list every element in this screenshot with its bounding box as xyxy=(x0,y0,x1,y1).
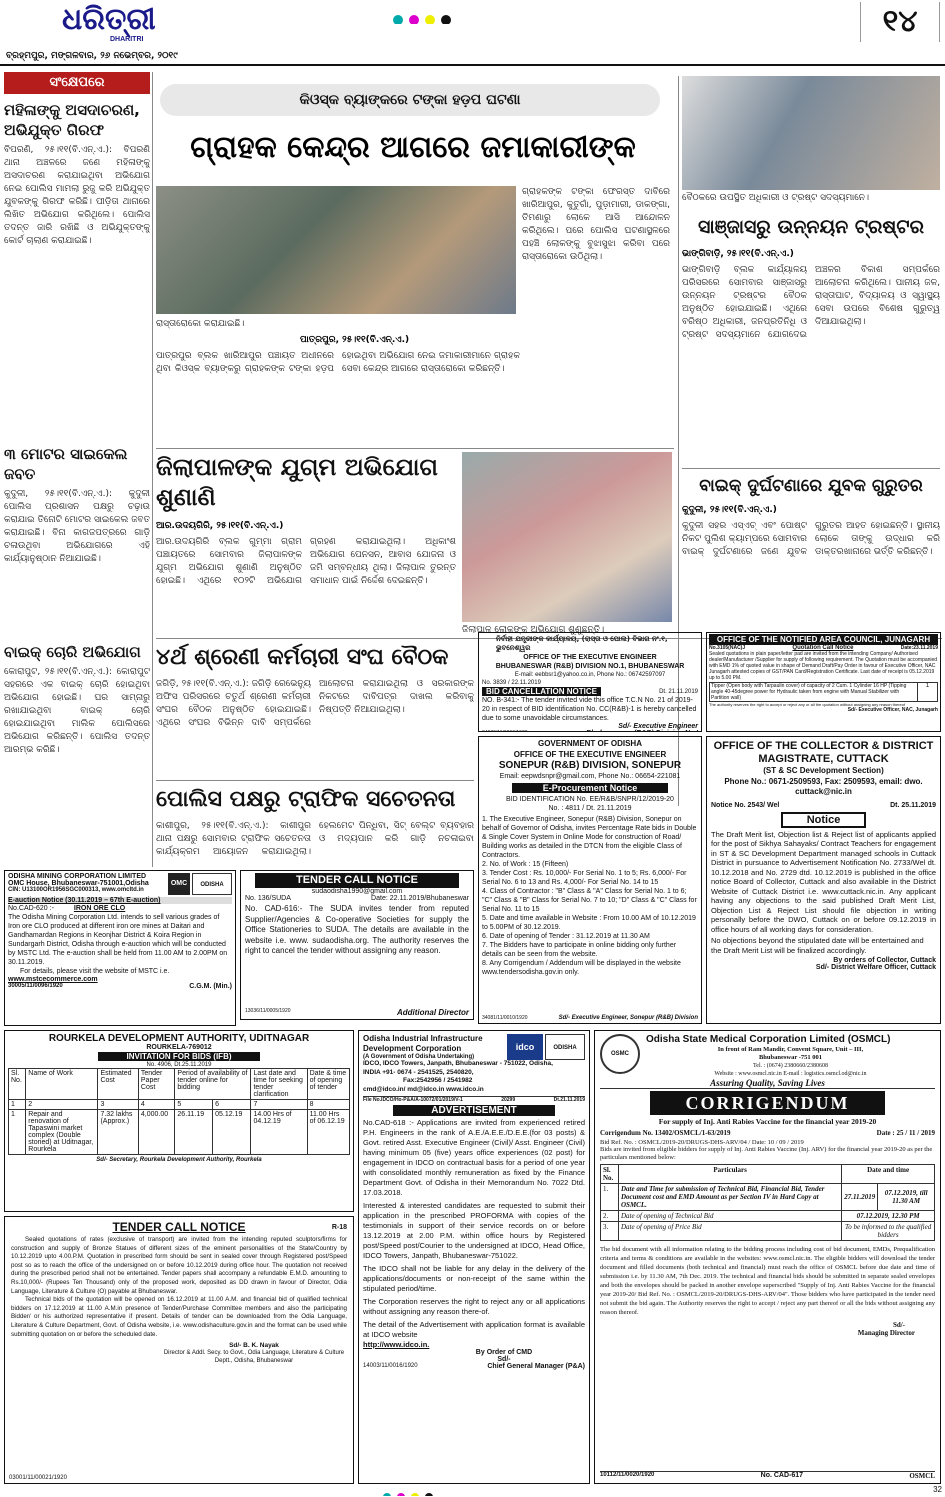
footer-registration-marks xyxy=(380,1486,580,1496)
rda-cell: 11.00 Hrs of 06.12.19 xyxy=(307,1110,349,1155)
lead-kicker: କିଓସ୍କ ବ୍ୟାଙ୍କରେ ଟଙ୍କା ହଡ଼ପ ଘଟଣା xyxy=(160,84,660,116)
ad-sonepur-row-7: 8. Any Corrigendum / Addendum will be displayed in the website www.tendersodisha.gov.in only. xyxy=(482,960,681,976)
ad-sonepur-row-2: 3. Tender Cost : Rs. 10,000/- For Serial No. 1 to 5; Rs. 6,000/- For Serial No. 6 to 13 and Rs. 4,000/- For Serial No. 14 to 15 xyxy=(482,870,687,886)
ad-nac-body: Sealed quotations in plain paper/letter pad are invited from the intending Company/ Authorised dealer/Manufacturer /Supplier for supply of following requirement. The Quotation must be accompanied with EMD 1% of quoted value in shape of Demand Draft/Pay Order in favour of Executive Officer, NAC Junagarh attested copies of GST/PAN Card/Registration Certificate. Last date of receipt is 05.12.2019 up to 5.00 PM. xyxy=(709,651,938,681)
osmcl-cell: 07.12.2019, till 11.30 AM xyxy=(878,1184,935,1211)
osmcl-cell: Date of opening of Price Bid xyxy=(619,1222,842,1241)
section-label: ସଂକ୍ଷେପରେ xyxy=(4,72,150,94)
ad-suda-email: sudaodisha1990@gmail.com xyxy=(311,888,403,895)
ad-rourkela-rda xyxy=(4,1030,354,1212)
osmcl-cell: To be informed to the qualified bidders xyxy=(842,1222,935,1241)
lead-photo xyxy=(156,186,516,314)
ad-rnb-contact: E-mail: eebbsr1@yahoo.co.in, Phone No.: 06742597097 xyxy=(514,672,666,678)
rda-header-cost: Estimated Cost xyxy=(98,1069,138,1100)
masthead-logo-sub: DHARITRI xyxy=(110,36,144,43)
ad-rnb-division: BHUBANESWAR (R&B) DIVISION NO.1, BHUBANESWAR xyxy=(495,663,685,670)
ad-sonepur-row-5: 6. Date of opening of Tender : 31.12.2019 at 11.30 AM xyxy=(482,933,650,940)
ad-rnb-bid-cancellation xyxy=(478,632,702,732)
ad-sonepur-row-1: 2. No. of Work : 15 (Fifteen) xyxy=(482,861,569,868)
ad-omc-item: IRON ORE CLO xyxy=(73,905,126,912)
ad-cuttack-dept: (ST & SC Development Section) xyxy=(763,766,884,775)
traffic-headline: ପୋଲିସ ପକ୍ଷରୁ ଟ୍ରାଫିକ ସଚେତନତା xyxy=(156,787,456,812)
ad-rnb-sign: Sd/- Executive Engineer xyxy=(618,723,698,730)
ad-nac-junagarh xyxy=(706,632,941,732)
odisha-logo: ODISHA xyxy=(545,1034,585,1060)
rda-num: 2 xyxy=(26,1100,98,1110)
ad-odia-culture-tender xyxy=(4,1216,354,1484)
ad-omc-eauction xyxy=(4,870,236,1026)
ad-idco-sign3: Chief General Manager (P&A) xyxy=(487,1363,585,1370)
ad-sonepur-bid: BID IDENTIFICATION No. EE/R&B/SNPR/12/2019-20 xyxy=(506,796,674,803)
brief-headline-3: ବାଇକ୍ ଚୋରି ଅଭିଯୋଗ xyxy=(4,643,141,661)
meeting-photo xyxy=(682,76,940,190)
ad-osmcl-intro: Bids are invited from eligible bidders for supply of Inj. Anti Rabies Vaccine (Inj. ARV) for the financial year 2019-20 as per the particulars mentioned below: xyxy=(600,1146,933,1161)
ad-nac-title: OFFICE OF THE NOTIFIED AREA COUNCIL, JUNAGARH xyxy=(709,634,938,645)
brief-body-3: କୋରାପୁଟ, ୨୫।୧୧(ବି.ଏନ୍.ଏ.): କୋରାପୁଟ ସହରରେ ଏକ ବାଇକ୍ ଚୋରି ହୋଇଥିବା ଅଭିଯୋଗ ହୋଇଛି। ଘର ସାମ୍ନାରୁ ରଖାଯାଇଥିବା ବାଇକ୍ ଚୋରି ହୋଇଯାଇଥିବା ମାଲିକ ପୋଲିସରେ ଅଭିଯୋଗ କରିଛନ୍ତି। ପୋଲିସ ତଦନ୍ତ ଆରମ୍ଭ କରିଛି। xyxy=(4,667,150,755)
ad-olc-body: Sealed quotations of rates (exclusive of transport) are invited from the intending reputed sculptors/firms for construction and supply of Bronze Statues of different sizes of the eminent personalities of the State/Country by 10.12.2019 upto 4.00.P.M. Quotation in prescribed form should be sent in sealed cover through Registered post/Speed post so as to reach the office of the undersigned on or before 10.12.2019 during office hour. The quotation not received during the prescribed period shall not be entertained. Tender papers shall accompany a refundable E.M.D. amounting to Rs.10,000/- (Rupees Ten Thousand) only of the proposed work, deposited as DD drawn in favour of Director, Odia Language, Literature & Culture (O) payable at Bhubaneswar. xyxy=(11,1236,347,1295)
ad-omc-name: ODISHA MINING CORPORATION LIMITED xyxy=(8,873,147,880)
ad-cuttack-office: OFFICE OF THE COLLECTOR & DISTRICT MAGISTRATE, CUTTACK xyxy=(713,740,934,765)
grievance-body: ଆର.ଉଦୟଗିରି ବ୍ଲକ ଗୁମ୍ମା ଗ୍ରାମ ପଞ୍ଚାୟତରେ ସୋମବାର ଜିଲାପାଳଙ୍କ ଯୁଗ୍ମ ଅଭିଯୋଗ ଶୁଣାଣି ଅନୁଷ୍ଠିତ ହୋଇଛି। ଏଥିରେ ୧୦୨ଟି ଅଭିଯୋଗ ଗ୍ରହଣ କରାଯାଇଥିଲା। ଅଧିକାଂଶ ଅଭିଯୋଗ ପେନସନ, ଆବାସ ଯୋଜନା ଓ ଜମି ସମ୍ବନ୍ଧୀୟ ଥିଲା। ଜିଲାପାଳ ତୁରନ୍ତ ସମାଧାନ ପାଇଁ ନିର୍ଦ୍ଦେଶ ଦେଇଛନ୍ତି। xyxy=(156,537,456,586)
rda-header-last: Last date and time for seeking tender clarification xyxy=(251,1069,307,1100)
ad-idco-num: 20299 xyxy=(501,1097,516,1103)
ad-idco-sign2: Sd/- xyxy=(497,1356,511,1363)
ad-rda-no: No. 4906, Dt.25.11.2019 xyxy=(146,1062,212,1068)
ad-sonepur-gov: GOVERNMENT OF ODISHA xyxy=(537,739,642,748)
ad-osmcl-dt: Date : 25 / 11 / 2019 xyxy=(876,1129,935,1137)
ad-rda-notice: INVITATION FOR BIDS (IFB) xyxy=(98,1052,260,1061)
masthead-logo: ଧରିତ୍ରୀ xyxy=(62,2,156,37)
ad-idco-site[interactable]: http://www.idco.in. xyxy=(363,1340,430,1349)
ad-rda-sign: Sd/- Secretary, Rourkela Development Authority, Rourkela xyxy=(96,1157,262,1163)
union-headline: ୪ର୍ଥ ଶ୍ରେଣୀ କର୍ମଚାରୀ ସଂଘ ବୈଠକ xyxy=(156,645,449,670)
ad-omc-site[interactable]: www.mstcecommerce.com xyxy=(8,976,98,983)
rda-cell: Repair and renovation of Tapaswini market complex (Double storied) at Uditnagar, Rourkela xyxy=(26,1110,98,1155)
ad-idco-body3: The IDCO shall not be liable for any delay in the delivery of the applications/documents or non-receipt of the same within the stipulated period/time. xyxy=(363,1264,585,1293)
ad-osmcl-cad: No. CAD-617 xyxy=(760,1472,804,1479)
ad-rnb-office: OFFICE OF THE EXECUTIVE ENGINEER xyxy=(523,654,657,661)
rda-header-opening: Date & time of opening of tender xyxy=(307,1069,349,1100)
ad-osmcl-sign: Sd/- xyxy=(892,1321,905,1329)
odisha-logo: ODISHA xyxy=(192,873,232,895)
ad-sonepur-office: OFFICE OF THE EXECUTIVE ENGINEER xyxy=(513,749,667,759)
ad-nac-no: No.3105(NAC)J xyxy=(709,645,746,651)
omc-logo: OMC xyxy=(168,873,190,895)
ad-sonepur-row-6: 7. The Bidders have to participate in online bidding only further details can be seen from the website. xyxy=(482,942,677,958)
ad-suda-body: No. CAD-616:- The SUDA invites tender from reputed Supplier/Agencies & Co-operative Societies for supply the Office Stationeries to SUDA. The details are available in the website i.e. www. sudaodisha.org. The authority reserves the right to cancel the tender without assigning any reason. xyxy=(245,904,469,955)
rda-num: 4 xyxy=(138,1100,175,1110)
ad-osmcl-tel: Tel. : (0674) 2380660/2380608 xyxy=(753,1063,828,1069)
ad-idco-dt: Dt.21.11.2019 xyxy=(553,1097,585,1103)
ad-osmcl-notice: CORRIGENDUM xyxy=(650,1091,885,1115)
masthead xyxy=(0,0,945,66)
idco-logo: idco xyxy=(507,1034,543,1060)
ad-olc-code: R-18 xyxy=(331,1223,347,1231)
brief-body-1: ବିପରଣି, ୨୫।୧୧(ବି.ଏନ୍.ଏ.): ବିପରଣି ଥାନା ଅଞ୍ଚଳରେ ଜଣେ ମହିଳାଙ୍କୁ ଅସଦାଚରଣ କରାଯାଇଥିବା ଅଭିଯୋଗ ନେଇ ପୋଲିସ ମାମଲା ରୁଜୁ କରି ଅଭିଯୁକ୍ତ ଯୁବକଙ୍କୁ ଗିରଫ କରିଛି। ପୀଡ଼ିତା ଥାନାରେ ଲିଖିତ ଅଭିଯୋଗ କରିଥିଲେ। ପୋଲିସ ତଦନ୍ତ ଜାରି ରଖିଛି ଓ ଅଭିଯୁକ୍ତଙ୍କୁ କୋର୍ଟ ଚାଲାଣ କରାଯାଇଛି। xyxy=(4,145,150,246)
ad-cuttack-phone: Phone No.: 0671-2509593, Fax: 2509593, email: dwo. cuttack@nic.in xyxy=(724,776,923,796)
ad-osmcl-addr: In front of Ram Mandir, Convent Square, Unit – III, xyxy=(717,1046,864,1053)
rda-num: 1 xyxy=(9,1100,26,1110)
ad-rnb-dt: Dt. 21.11.2019 xyxy=(659,688,698,695)
ad-rda-table xyxy=(8,1068,350,1155)
osmcl-cell: 2. xyxy=(601,1211,619,1222)
rda-header-sl: Sl. No. xyxy=(9,1069,26,1100)
rda-num: 6 xyxy=(213,1100,251,1110)
ad-omc-body: The Odisha Mining Corporation Ltd. intends to sell various grades of Iron ore CLO produced at different iron ore mines at Daitari and Gandhamardan Regions in Keonjhar District & Koira Region in Sundargarh District, Odisha through e-auction which will be conducted by MSTC Ltd. The e-auction shall be held from 11.00 AM to 2.00PM on 30.11.2019. xyxy=(8,914,228,966)
ad-olc-title: TENDER CALL NOTICE xyxy=(112,1220,246,1234)
meeting-body: ଭାଙ୍ଗିବାଡ଼ି ବ୍ଲକ କାର୍ଯ୍ୟାଳୟ ପରିସରରେ ସୋମବାର ସାଞ୍ଜାସରୁ ଉନ୍ନୟନ ଟ୍ରଷ୍ଟର ବୈଠକ ଅନୁଷ୍ଠିତ ହୋଇଯାଇଛି। ଏଥିରେ ବରିଷ୍ଠ ଅଧିକାରୀ, ଜନପ୍ରତିନିଧି ଓ ଟ୍ରଷ୍ଟ ସଦସ୍ୟମାନେ ଯୋଗଦେଇ ଅଞ୍ଚଳର ବିକାଶ ସମ୍ପର୍କରେ ଆଲୋଚନା କରିଥିଲେ। ପାନୀୟ ଜଳ, ରାସ୍ତାଘାଟ, ବିଦ୍ୟାଳୟ ଓ ସ୍ୱାସ୍ଥ୍ୟ ସେବା ଉପରେ ବିଶେଷ ଗୁରୁତ୍ୱ ଦିଆଯାଇଥିଲା। xyxy=(682,265,940,340)
ad-sonepur-contact: Email: eepwdsnpr@gmail.com, Phone No.: 06654-221081 xyxy=(499,773,681,780)
ad-idco-addr: IDCO, IDCO Towers, Janpath, Bhubaneswar - 751022, Odisha, xyxy=(363,1060,553,1067)
ad-nac-notice: Quotation Call Notice xyxy=(792,645,854,651)
bike-headline: ବାଇକ୍ ଦୁର୍ଘଟଣାରେ ଯୁବକ ଗୁରୁତର xyxy=(699,476,923,496)
bike-body: କୁଦୁଳୀ ସହର ଏସ୍ଏଚ୍ ଏବଂ ପୋଷ୍ଟ ନିକଟ ପୁଲିଶ କ୍ୟାମ୍ପରେ ସୋମବାର ବାଇକ୍ ଦୁର୍ଘଟଣାରେ ଜଣେ ଯୁବକ ଗୁରୁତର ଆହତ ହୋଇଛନ୍ତି। ସ୍ଥାନୀୟ ଲୋକେ ତାଙ୍କୁ ଉଦ୍ଧାର କରି ଡାକ୍ତରଖାନାରେ ଭର୍ତ୍ତି କରିଛନ୍ତି। xyxy=(682,521,940,557)
lead-body: ପାତ୍ରପୁର ବ୍ଲକ ଖାରିଆପୁର ପଞ୍ଚାୟତ ଅଧୀନରେ ଥିବା କିଓସ୍କ ବ୍ୟାଙ୍କରୁ ଗ୍ରାହକଙ୍କ ଟଙ୍କା ହଡ଼ପ ହୋଇଥିବା ଅଭିଯୋଗ ନେଇ ଜମାକାରୀମାନେ ଗ୍ରାହକ ସେବା କେନ୍ଦ୍ର ଆଗରେ ରାସ୍ତାରୋକୋ କରିଛନ୍ତି। xyxy=(156,351,520,374)
ad-osmcl-city: Bhubaneswar -751 001 xyxy=(758,1054,823,1061)
ad-osmcl-sign3: OSMCL xyxy=(909,1472,935,1480)
rda-header-period: Period of availability of tender online for bidding xyxy=(175,1069,251,1100)
ad-osmcl-sub: For supply of Inj. Anti Rabies Vaccine for the financial year 2019-20 xyxy=(658,1117,877,1126)
bike-dateline: କୁଦୁଳୀ, ୨୫।୧୧(ବି.ଏନ୍.ଏ.) xyxy=(682,505,777,515)
ad-sonepur-sign: Sd/- Executive Engineer, Sonepur (R&B) Division xyxy=(558,1015,698,1021)
ad-osmcl-bidref: Bid Ref. No. : OSMCL/2019-20/DRUGS-DHS-ARV/04 / Date: 10 / 09 / 2019 xyxy=(600,1139,804,1146)
page-number: ୧୪ xyxy=(860,2,940,42)
ad-omc-addr: OMC House, Bhubaneswar-751001,Odisha xyxy=(8,880,149,887)
ad-cuttack-sign: By orders of Collector, Cuttack xyxy=(833,957,936,964)
ad-rda-title: ROURKELA DEVELOPMENT AUTHORITY, UDITNAGAR xyxy=(48,1033,310,1044)
ad-osmcl-name: Odisha State Medical Corporation Limited (OSMCL) xyxy=(646,1034,891,1045)
ad-rnb-no: No. 3839 / 22.11.2019 xyxy=(482,680,541,686)
meeting-headline: ସାଞ୍ଜାସରୁ ଉନ୍ନୟନ ଟ୍ରଷ୍ଟର xyxy=(698,216,924,238)
ad-rnb-ref xyxy=(482,730,528,732)
ad-idco-sign: By Order of CMD xyxy=(475,1349,533,1356)
ad-olc-sign2: Director & Addl. Secy. to Govt., Odia Language, Literature & Culture Deptt., Odisha, Bhubaneswar xyxy=(163,1350,345,1365)
ad-cuttack-body: The Draft Merit list, Objection list & Reject list of applicants applied for the post of Sikhya Sahayaks/ Contract Teachers for engagement in ST & SC Development Department managed schools in Cuttack District in pursuance to Advertisement Notification No. 2733/Wel dt. 10.12.2018 and No. 2729 dtd. 10.12.2019 is published in the office notice Board of Collector, Cuttack and also available in the District Website of Cuttack District i.e. www.cuttack.nic.in. Any applicant having any objections to the said published Draft Merit List, Objection List & Reject List should file objection in writing personally before the DWO, Cuttack on or before 09.12.2019 in office hours of all working days for consideration. xyxy=(711,829,936,934)
brief-column xyxy=(4,72,150,867)
ad-sonepur-body: 1. The Executive Engineer, Sonepur (R&B) Division, Sonepur on behalf of Governor of Odisha, invites Percentage Rate bids in Double & Single Cover System in Online Mode for construction of Road/ Building works as detailed in the DTCN from the eligible Class of Contractors. xyxy=(482,816,697,859)
lead-body-right: ଗ୍ରାହକଙ୍କ ଟଙ୍କା ଫେରସ୍ତ ଦାବିରେ ଖାରିଆପୁର, କୁତୁଗାଁ, ପୁଡ଼ାମାରୀ, ଡାକଙ୍ଗା, ତିମଣାରୁ ଲୋକେ ଆସି ଆନ୍ଦୋଳନ କରିଥିଲେ। ପରେ ପୋଲିସ ଘଟଣାସ୍ଥଳରେ ପହଞ୍ଚି ଲୋକଙ୍କୁ ବୁଝାସୁଝା କରିବା ପରେ ରାସ୍ତାରୋକୋ ଉଠିଥିଲା। xyxy=(522,187,670,262)
ad-cuttack-dt: Dt. 25.11.2019 xyxy=(890,801,936,809)
ad-osmcl-corrigendum xyxy=(594,1030,941,1484)
grievance-dateline: ଆର.ଉଦୟଗିରି, ୨୫।୧୧(ବି.ଏନ୍.ଏ.) xyxy=(156,521,284,531)
osmcl-cell: 07.12.2019, 12.30 PM xyxy=(842,1211,935,1222)
ad-sonepur-division: SONEPUR (R&B) DIVISION, SONEPUR xyxy=(498,760,682,771)
dateline: ବ୍ରହ୍ମପୁର, ମଙ୍ଗଳବାର, ୨୬ ନଭେମ୍ବର, ୨୦୧୯ xyxy=(6,51,178,61)
registration-marks xyxy=(390,10,550,24)
rda-header-work: Name of Work xyxy=(26,1069,98,1100)
ad-sonepur-notice: E-Procurement Notice xyxy=(512,783,668,793)
ad-rnb-sign2 xyxy=(586,730,698,732)
ad-sonepur-row-3: 4. Class of Contractor : "B" Class & "A" Class for Serial No. 1 to 6; "C" Class & "B" Class for Serial No. 7 to 10; "D" Class & "C" Class for Serial No. 11 to 15 xyxy=(482,888,697,913)
osmcl-cell: Date and Time for submission of Technical Bid, Financial Bid, Tender Document cost and EMD Amount as per Section IV in Hard Copy at OSMCL. xyxy=(619,1184,842,1211)
ad-osmcl-tag: Assuring Quality, Saving Lives xyxy=(600,1078,935,1089)
footer-page-number: 32 xyxy=(933,1485,942,1494)
ad-omc-ref: 30005/11/0096/1920 xyxy=(8,983,63,989)
traffic-body: କାଶୀପୁର, ୨୫।୧୧(ବି.ଏନ୍.ଏ.): କାଶୀପୁର ଥାନା ପକ୍ଷରୁ ସୋମବାର ଟ୍ରାଫିକ ସଚେତନତା କାର୍ଯ୍ୟକ୍ରମ ଆୟୋଜନ କରାଯାଇଥିଲା। ହେଲମେଟ ପିନ୍ଧିବା, ସିଟ୍ ବେଲ୍ଟ ବ୍ୟବହାର ଓ ମଦ୍ୟପାନ କରି ଗାଡ଼ି ନଚଳାଇବା xyxy=(156,821,474,857)
rda-num: 8 xyxy=(307,1100,349,1110)
lead-dateline: ପାତ୍ରପୁର, ୨୫।୧୧(ବି.ଏନ୍.ଏ.) xyxy=(300,335,410,345)
ad-cuttack-notice: Notice xyxy=(781,812,866,828)
ad-osmcl-table xyxy=(600,1164,935,1241)
ad-nac-footer: The authority reserves the right to accept or reject any or all the quotation without assigning any reason thereof xyxy=(709,702,906,707)
rda-cell: 05.12.19 xyxy=(213,1110,251,1155)
ad-osmcl-sign2: Managing Director xyxy=(857,1329,915,1337)
ad-idco-notice: ADVERTISEMENT xyxy=(393,1105,555,1116)
ad-cuttack-no: Notice No. 2543/ Wel xyxy=(711,801,780,809)
ad-olc-body2: Technical bids of the quotation will be opened on 16.12.2019 at 11.00 A.M. and financial bid of qualified technical bidders on 17.12.2019 at 11.00 A.M.in presence of Tender/Purchase Committee members and also the participating Bidder/ or his authorized representative if present. Details of tender can be downloaded from the Odia Language, Literature & Culture Department, Govt. of Odisha website, i.e. www.odishaculture.gov.in and the format can be used while submitting quotation on or before the scheduled date. xyxy=(11,1296,347,1338)
ad-cuttack-body2: No objections beyond the stipulated date will be entertained and the Draft Merit List will be finalized accordingly. xyxy=(711,936,924,955)
ad-nac-dt: Date:23.11.2019 xyxy=(900,645,938,651)
ad-rda-city: ROURKELA-769012 xyxy=(146,1044,212,1051)
ad-idco-ref: 14003/11/0016/1920 xyxy=(363,1363,418,1369)
rda-num: 7 xyxy=(251,1100,307,1110)
ad-suda-title: TENDER CALL NOTICE xyxy=(255,873,459,888)
ad-idco-body4: The Corporation reserves the right to reject any or all applications without assigning any reason there-of. xyxy=(363,1297,585,1316)
ad-nac-item: Tipper (Open body with Tarpaulin cover) of capacity of 2 Cum. 1 Cylinder 16 HP (Tipping angle 40-45degree power for Hydraulic taken from engine with Manual Stabilizer with Partition wall) xyxy=(711,683,907,701)
ad-omc-cin: CIN: U13100OR1956SGC000313, www.omcltd.in xyxy=(8,887,144,893)
ad-idco-name: Odisha Industrial Infrastructure Development Corporation xyxy=(363,1034,483,1053)
osmcl-cell: 1. xyxy=(601,1184,619,1211)
ad-rnb-title: ନିର୍ବାହୀ ଯନ୍ତ୍ରୀଙ୍କ କାର୍ଯ୍ୟାଳୟ, (ରାସ୍ତା ଓ ପୋଲ) ବିଭାଗ ନଂ.୧, ଭୁବନେଶ୍ୱର xyxy=(496,635,668,652)
meeting-caption: ବୈଠକରେ ଉପସ୍ଥିତ ଅଧିକାରୀ ଓ ଟ୍ରଷ୍ଟ ସଦସ୍ୟମାନେ। xyxy=(682,193,870,203)
osmcl-header-date: Date and time xyxy=(842,1165,935,1184)
grievance-caption: ଜିଲାପାଳ ଲୋକଙ୍କ ଅଭିଯୋଗ ଶୁଣୁଛନ୍ତି। xyxy=(462,625,605,635)
ad-idco-fax: Fax:2542956 / 2541982 xyxy=(403,1077,473,1084)
ad-suda-sign: Additional Director xyxy=(396,1008,469,1017)
ad-omc-sign: C.G.M. (Min.) xyxy=(189,983,232,990)
ad-omc-details: For details, please visit the website of MSTC i.e. xyxy=(20,968,170,975)
grievance-photo xyxy=(462,452,672,622)
rda-cell: 14.00 Hrs of 04.12.19 xyxy=(251,1110,307,1155)
union-body: ଜଗିଡ଼ି, ୨୫।୧୧(ବି.ଏନ୍.ଏ.): ଜଗିଡ଼ି ରେଭେନ୍ୟୁ ଅଫିସ ପରିସରରେ ଚତୁର୍ଥ ଶ୍ରେଣୀ କର୍ମଚାରୀ ସଂଘର ବୈଠକ ଅନୁଷ୍ଠିତ ହୋଇଯାଇଛି। ଏଥିରେ ସଂଘର ବିଭିନ୍ନ ଦାବି ସମ୍ପର୍କରେ ଆଲୋଚନା କରାଯାଇଥିଲା ଓ ସରକାରଙ୍କ ନିକଟରେ ଦାବିପତ୍ର ଦାଖଲ କରିବାକୁ ନିଷ୍ପତ୍ତି ନିଆଯାଇଥିଲା। xyxy=(156,679,474,728)
ad-rnb-notice: BID CANCELLATION NOTICE xyxy=(482,687,601,696)
ad-suda-ref: 13036/11/0005/1920 xyxy=(245,1008,291,1014)
rda-header-paper: Tender Paper Cost xyxy=(138,1069,175,1100)
ad-sonepur-row-4: 5. Date and time available in Website : From 10.00 AM of 10.12.2019 to 5.00PM of 30.12.2019. xyxy=(482,915,696,931)
ad-suda-tender xyxy=(240,870,474,1020)
grievance-headline: ଜିଲାପାଳଙ୍କ ଯୁଗ୍ମ ଅଭିଯୋଗ ଶୁଣାଣି xyxy=(156,453,438,511)
lead-caption: ରାସ୍ତାରୋକୋ କରାଯାଇଛି। xyxy=(156,319,245,329)
ad-idco-fileno: File No.IDCO/Ho-P&A/A-10072/01/2019/V-1 xyxy=(363,1097,463,1103)
ad-osmcl-no: Corrigendum No. 13402/OSMCL/1-63/2019 xyxy=(600,1129,731,1137)
ad-olc-sign: Sd/- B. K. Nayak xyxy=(229,1342,279,1350)
ad-idco-body: No.CAD-618 :- Applications are invited from experienced retired P.H. Engineers in the rank of A.E./A.E.E./D.E.E.(for 03 posts) & Govt. retired Asst. Executive Engineer (Civil)/ Asst. Engineer (Civil) having minimum 05 (five) years office experiences (02 post) for engagement in IDCO on contractual basis for a period of one year with consolidated monthly remuneration as fixed by the Finance Department Govt. of Odisha in their Memorandum No. 7022 Dtd. 17.03.2018. xyxy=(363,1118,585,1197)
ad-rnb-body: NO. B-341:- The tender invited vide this office T.C.N No. 21 of 2019-20 in respect of BID identification No. CC(R&B)-1 is hereby cancelled due to some unavoidable circumstances. xyxy=(482,697,697,722)
ad-idco-body5: The detail of the Advertisement with application format is available at IDCO website xyxy=(363,1320,585,1339)
brief-body-2: କୁଦୁଳୀ, ୨୫।୧୧(ବି.ଏନ୍.ଏ.): କୁଦୁଳୀ ପୋଲିସ ପ୍ରଶାସନ ପକ୍ଷରୁ ଚଢ଼ାଉ କରାଯାଇ ତିନୋଟି ମୋଟର ସାଇକେଲ ଜବତ କରାଯାଇଛି। ବିନା କାଗଜପତ୍ରରେ ଗାଡ଼ି ଚଳାଉଥିବା ଅଭିଯୋଗରେ ଏହି କାର୍ଯ୍ୟାନୁଷ୍ଠାନ ନିଆଯାଇଛି। xyxy=(4,489,150,564)
ad-suda-dt: Date: 22.11.2019/Bhubaneswar xyxy=(371,895,469,902)
osmcl-cell: 3. xyxy=(601,1222,619,1241)
ad-omc-notice: E-auction Notice (30.11.2019 – 67th E-auction) xyxy=(8,897,232,904)
ad-idco-body2: Interested & interested candidates are requested to submit their application in the prescribed PROFORMA with copies of the testimonials in support of their service records on or before 13.12.2019 at 2.00 P.M. within office hours by Registered post/Speed post/Courier to the undersigned at IDCO, Head Office, IDCO Towers, Janpath, Bhubaneswar-751022. xyxy=(363,1201,585,1260)
ad-olc-ref: 03001/11/00021/1920 xyxy=(9,1475,67,1481)
rda-num: 5 xyxy=(175,1100,213,1110)
rda-cell: 1 xyxy=(9,1110,26,1155)
ad-sonepur-ref: 34081/11/0010/1920 xyxy=(482,1015,528,1021)
osmcl-logo: OSMC xyxy=(600,1034,640,1074)
meeting-dateline: ଭାଙ୍ଗିବାଡ଼ି, ୨୫।୧୧(ବି.ଏନ୍.ଏ.) xyxy=(682,249,794,259)
osmcl-cell: 27.11.2019 xyxy=(842,1184,878,1211)
ad-nac-sign: Sd/- Executive Officer, NAC, Junagarh xyxy=(847,707,938,713)
rda-cell: 7.32 lakhs (Approx.) xyxy=(98,1110,138,1155)
ad-idco-tel: INDIA +91- 0674 - 2541525, 2540820, xyxy=(363,1068,474,1076)
ad-idco-mail: cmd@idco.in/ md@idco.in www.idco.in xyxy=(363,1085,484,1093)
brief-headline-2: ୩ ମୋଟର ସାଇକେଲ ଜବତ xyxy=(4,445,128,483)
osmcl-header-sl: Sl. No. xyxy=(601,1165,619,1184)
ad-osmcl-web: Website : www.osmcl.nic.in E-mail : logistics.osmcl.od@nic.in xyxy=(714,1071,867,1077)
ad-osmcl-ref: 10112/11/0020/1920 xyxy=(600,1472,655,1478)
ad-cuttack-sign2: Sd/- District Welfare Officer, Cuttack xyxy=(815,964,936,971)
brief-headline-1: ମହିଳାଙ୍କୁ ଅସଦାଚରଣ, ଅଭିଯୁକ୍ତ ଗିରଫ xyxy=(4,101,140,139)
ad-omc-no: No.CAD-620 :- xyxy=(8,905,54,912)
osmcl-header-particulars: Particulars xyxy=(619,1165,842,1184)
rda-cell: 26.11.19 xyxy=(175,1110,213,1155)
ad-idco xyxy=(358,1030,590,1484)
ad-sonepur-eprocurement xyxy=(478,736,702,1024)
lead-headline: ଗ୍ରାହକ କେନ୍ଦ୍ର ଆଗରେ ଜମାକାରୀଙ୍କ xyxy=(190,130,636,165)
rda-cell: 4,000.00 xyxy=(138,1110,175,1155)
ad-idco-sub: (A Government of Odisha Undertaking) xyxy=(363,1054,475,1060)
ad-sonepur-no: No. : 4811 / Dt. 21.11.2019 xyxy=(548,805,632,812)
osmcl-cell: Date of opening of Technical Bid xyxy=(619,1211,842,1222)
ad-suda-no: No. 136/SUDA xyxy=(245,895,291,902)
rda-num: 3 xyxy=(98,1100,138,1110)
ad-nac-qty: 1 xyxy=(917,683,937,701)
ad-cuttack-collector xyxy=(706,736,941,1024)
ad-osmcl-body: The bid document with all information relating to the bidding process including cost of bid document, EMDs, Prequalification criteria and terms & conditions are available in the websites: www.osmcl.nic.in. The eligible bidders will download the tender document and filled documents (both technical and financial) must reach the office of OSMCL before due date and time of submission i.e. by 11.30 AM, 7th Dec. 2019. The technical and financial bids should be submitted in separate sealed envelopes and both the envelopes should be packed in another envelope superscribed "Supply of Inj. Anti Rabies Vaccine for the financial year 2019-20/ Bid Ref. No. : OSMCL/2019-20/DRUGS-DHS-ARV/04". Those bidders who have participated in the tender need not submit the bid again. The Authority reserves the right to accept / reject any part thereof or all the bids without assigning any reason thereof. xyxy=(600,1246,935,1316)
